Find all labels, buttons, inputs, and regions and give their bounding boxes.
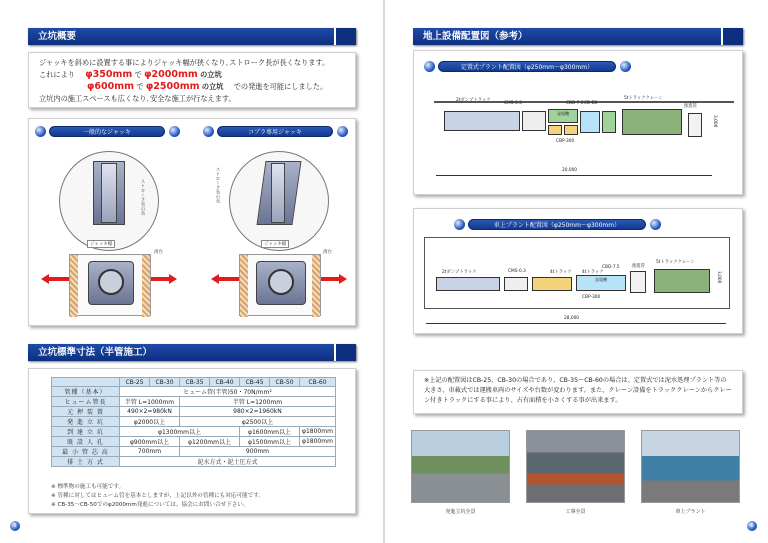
pipe-stack-shape: [688, 113, 702, 137]
spec-row-label: 元 押 装 置: [52, 407, 120, 417]
crane-label: 5tトラッククレーン: [656, 260, 695, 265]
fixed-plant-title: 定置式プラント配置図（φ250mm～φ300mm）: [438, 61, 616, 72]
crane-label: 5tトラッククレーン: [624, 96, 663, 101]
ball-bullet-icon: [424, 61, 435, 72]
right-page: [385, 0, 768, 543]
intro-line-3: φ600mm で φ2500mm の立坑 での発進を可能にしました。: [87, 81, 328, 92]
truck-plant-title: 車上プラント配置図（φ250mm～φ300mm）: [468, 219, 646, 230]
section-title-text: 立坑概要: [38, 31, 77, 42]
arrow-right-icon: [169, 274, 177, 284]
photo-construction: [526, 430, 625, 503]
spec-note: ※ CB-35～CB-50でのφ2000mm発進については、協会にお問い合せ下さい。: [51, 502, 249, 508]
ball-bullet-icon: [169, 126, 180, 137]
spec-cell: φ1600mm以上: [240, 427, 300, 437]
spec-cell: 980×2=1960kN: [180, 407, 336, 417]
generator-shape: 発電機: [576, 275, 626, 291]
spec-cell: φ2500以上: [180, 417, 336, 427]
spec-cell: 半管 L=1000mm: [120, 397, 180, 407]
ball-bullet-icon: [203, 126, 214, 137]
spec-table: [51, 377, 336, 467]
crane-shape: [622, 109, 682, 135]
tank-shape: [548, 125, 562, 135]
spec-model-header: CB-45: [240, 378, 270, 387]
spec-corner-cell: [52, 378, 120, 387]
spec-model-header: CB-35: [180, 378, 210, 387]
pipe-label: 推進管: [632, 264, 645, 269]
crane-shape: [654, 269, 710, 293]
jack-cobra-title: コブラ専用ジャッキ: [217, 126, 333, 137]
spec-row: [52, 407, 336, 417]
page-number: 5: [10, 521, 20, 531]
intro-line-1: ジャッキを斜めに設置する事によりジャッキ幅が狭くなり､ストローク長が長くなります。: [39, 58, 330, 67]
section-title-layout: 地上設備配置図（参考）: [413, 28, 743, 45]
spec-cell: φ1500mm以上: [240, 437, 300, 447]
spec-cell: 泥水方式・泥土圧方式: [120, 457, 336, 467]
spec-cell: φ1800mm: [300, 437, 336, 447]
jack-width-label: ジャッキ幅: [87, 240, 115, 248]
cbd-shape: [580, 111, 600, 133]
jack-width-label-cobra: ジャッキ幅: [261, 240, 289, 248]
page-number: 6: [747, 521, 757, 531]
cbd-label: CBD-7.5: [566, 101, 584, 106]
sliding-label-cobra: 滑台: [323, 250, 332, 255]
ball-bullet-icon: [620, 61, 631, 72]
truck-plant-panel: [413, 208, 743, 334]
section-title-overview: [28, 28, 356, 45]
spec-cell: 490×2=980kN: [120, 407, 180, 417]
cbeb-shape: [602, 111, 616, 133]
length-dim-label: 20,000: [562, 168, 578, 173]
fixed-plant-panel: [413, 50, 743, 195]
intro-box: [28, 52, 356, 108]
section-title-dimensions: 立坑標準寸法（半管施工）: [28, 344, 356, 361]
cms-shape: [504, 277, 528, 291]
truck4b-label: 4tトラック: [582, 270, 604, 275]
width-dim-label: 3,000: [712, 115, 717, 128]
spec-cell: 700mm: [120, 447, 180, 457]
spec-note: ※ 標準物の施工も可能です。: [51, 484, 125, 490]
photo-launch-shaft: [411, 430, 510, 503]
generator-shape: 発電機: [548, 109, 578, 123]
width-dim-label: 3,000: [716, 271, 721, 284]
caption-construction: 工事全景: [565, 509, 586, 515]
arrow-bar: [49, 277, 69, 281]
spec-cell: φ1300mm以上: [120, 427, 240, 437]
cbeb-label: CB-EB: [584, 101, 598, 106]
spec-row: [52, 417, 336, 427]
spec-panel: [28, 368, 356, 514]
spec-cell: ヒューム管(半管)50・70N/mm²: [120, 387, 336, 397]
spec-model-header: CB-50: [270, 378, 300, 387]
truck4-label: 4tトラック: [550, 270, 572, 275]
cbp-label: CBP-300: [556, 139, 575, 144]
caption-truck-plant: 車上プラント: [675, 509, 706, 515]
stroke-label-cobra: ストローク長の長: [215, 167, 220, 203]
spec-cell: φ1800mm: [300, 427, 336, 437]
ball-bullet-icon: [35, 126, 46, 137]
cbd-label: CBD-7.5: [602, 265, 620, 270]
dump-truck-label: 2tダンプトラック: [456, 98, 491, 103]
pipe-circle-icon: [98, 269, 124, 295]
pit-cobra: [239, 254, 321, 316]
dump-truck-label: 2tダンプトラック: [442, 270, 477, 275]
length-dim-label: 28,000: [564, 316, 580, 321]
ball-bullet-icon: [337, 126, 348, 137]
cms-label: CMS-0.3: [508, 269, 526, 274]
cms-label: CMS-0.3: [504, 101, 522, 106]
spec-model-header: CB-40: [210, 378, 240, 387]
spec-row-label: 最 小 管 芯 高: [52, 447, 120, 457]
sliding-label: 滑台: [154, 250, 163, 255]
spec-notes: [51, 483, 264, 510]
spec-cell: φ1200mm以上: [180, 437, 240, 447]
spec-cell: φ900mm以上: [120, 437, 180, 447]
spec-row-label: 発 進 立 坑: [52, 417, 120, 427]
pipe-label: 推進管: [684, 104, 697, 109]
ball-bullet-icon: [454, 219, 465, 230]
spec-model-header: CB-30: [150, 378, 180, 387]
spec-cell: 半管 L=1200mm: [180, 397, 336, 407]
spec-cell: φ2000以上: [120, 417, 180, 427]
length-dim-line: [436, 175, 712, 176]
spec-row-label: 排 土 方 式: [52, 457, 120, 467]
spec-model-header: CB-60: [300, 378, 336, 387]
spec-model-header: CB-25: [120, 378, 150, 387]
dump-truck-shape: [436, 277, 500, 291]
cbp-label: CBP-300: [582, 295, 601, 300]
left-page: [0, 0, 383, 543]
dump-truck-shape: [444, 111, 520, 131]
truck4-shape: [532, 277, 572, 291]
spec-row: [52, 437, 336, 447]
pipe-circle-icon: [268, 269, 294, 295]
length-dim-line: [426, 323, 726, 324]
tank-shape: [564, 125, 578, 135]
spec-row: [52, 447, 336, 457]
jack-cylinder-icon: [271, 163, 285, 223]
jack-comparison-panel: [28, 118, 356, 326]
photo-truck-plant: [641, 430, 740, 503]
spec-row-label: 到 達 立 坑: [52, 427, 120, 437]
spec-note: ※ 管種に対してはヒューム管を基本としますが、上記以外の管種にも対応可能です。: [51, 493, 264, 499]
cms-shape: [522, 111, 546, 131]
spec-row-label: 既 設 人 孔: [52, 437, 120, 447]
arrow-left-icon: [41, 274, 49, 284]
spec-row: [52, 457, 336, 467]
intro-line-2: これにより φ350mm で φ2000mm の立坑: [39, 69, 222, 80]
stroke-label-general: ストローク長の長: [140, 179, 145, 215]
spec-cell: 900mm: [180, 447, 336, 457]
layout-description: ※上記の配置図はCB-25，CB-30の場合であり、CB-35～CB-60の場合は、定置式では泥水処理プラント等の大きさ、車載式では運搬車両のサイズや台数が変わります。また、クレーン設備をトラッククレーンからクレーン付きトラックにする事により、占有面積を小さくする事が出来ます。: [413, 370, 743, 414]
spec-row-label: 管種（基本）: [52, 387, 120, 397]
pit-general: [69, 254, 151, 316]
ball-bullet-icon: [650, 219, 661, 230]
intro-line-4: 立坑内の施工スペースも広くなり､安全な施工が行なえます。: [39, 94, 236, 103]
jack-general-title: 一般的なジャッキ: [49, 126, 165, 137]
jack-cylinder-icon: [101, 163, 117, 223]
spec-row: [52, 387, 336, 397]
spec-row: [52, 427, 336, 437]
arrow-left-icon: [211, 274, 219, 284]
arrow-right-icon: [339, 274, 347, 284]
caption-launch-shaft: 発進立坑全景: [445, 509, 476, 515]
pipe-stack-shape: [630, 271, 646, 293]
spec-row: [52, 397, 336, 407]
spec-row-label: ヒューム管長: [52, 397, 120, 407]
